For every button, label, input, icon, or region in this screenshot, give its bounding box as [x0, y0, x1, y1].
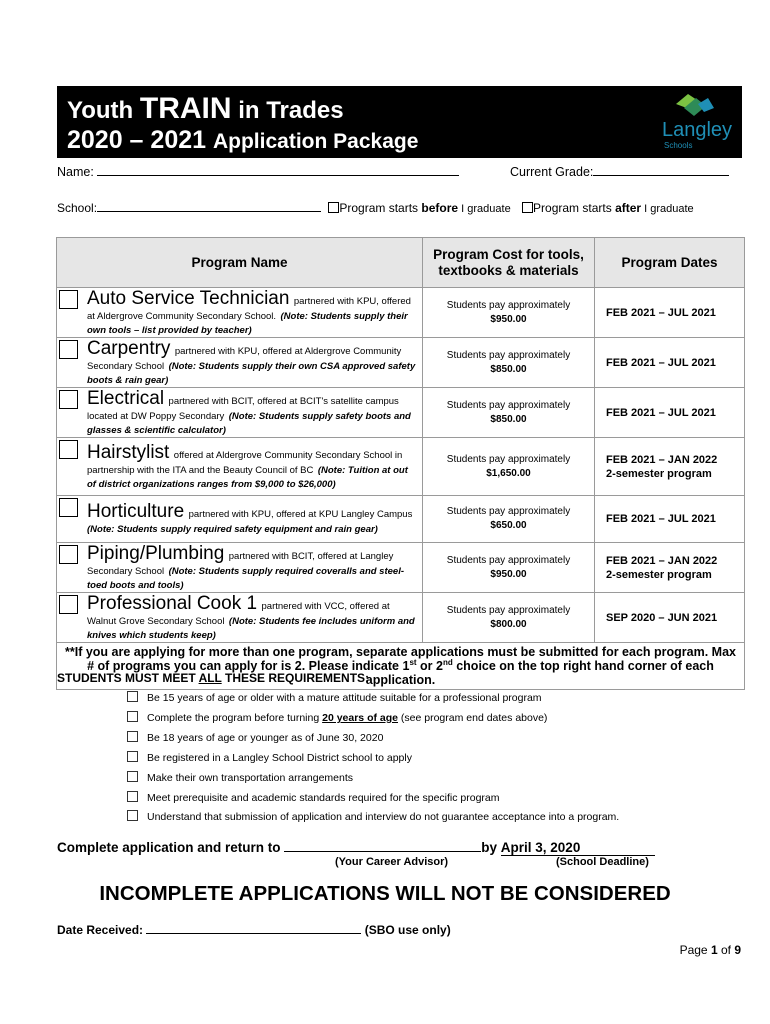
cost-value: $1,650.00: [486, 467, 531, 479]
title-train: TRAIN: [139, 92, 232, 125]
table-row: [57, 543, 745, 593]
cost-text: Students pay approximately: [446, 453, 571, 465]
dates-value: SEP 2020 – JUN 2021: [606, 611, 718, 624]
requirement-text: Complete the program before turning: [147, 712, 323, 724]
sbo-label: (SBO use only): [361, 923, 451, 937]
option-after-label-b: after: [615, 201, 642, 215]
program-checkbox[interactable]: [59, 440, 78, 459]
requirement-text: Meet prerequisite and academic standards required for the specific program: [147, 792, 500, 804]
name-field[interactable]: [97, 165, 459, 176]
requirement-text-bold: 20 years of age: [322, 712, 398, 724]
cost-cell: [423, 288, 595, 338]
note-sup-1: st: [409, 657, 417, 667]
header-program-cost: Program Cost for tools, textbooks & materials: [423, 238, 595, 288]
cost-value: $850.00: [490, 363, 527, 375]
deadline-field: [501, 840, 655, 856]
cost-cell: [423, 496, 595, 543]
requirement-item: [127, 791, 500, 804]
title-youth: Youth: [67, 97, 140, 124]
program-cell: [57, 496, 423, 543]
program-name: Piping/Plumbing: [87, 543, 225, 564]
dates-note: 2-semester program: [606, 467, 712, 480]
page-number: [680, 943, 741, 957]
requirement-checkbox[interactable]: [127, 751, 138, 762]
requirement-item: [127, 751, 412, 764]
cost-value: $950.00: [490, 568, 527, 580]
program-checkbox[interactable]: [59, 390, 78, 409]
table-row: [57, 388, 745, 438]
program-desc: partnered with KPU, offered at KPU Langley Campus: [188, 509, 413, 521]
req-heading-a: STUDENTS MUST MEET: [57, 671, 199, 685]
header-program-name: Program Name: [57, 238, 423, 288]
logo-text: Langley: [662, 119, 733, 141]
by-label: by: [481, 840, 501, 855]
program-checkbox[interactable]: [59, 545, 78, 564]
requirement-text: Understand that submission of application and interview do not guarantee acceptance into a program.: [147, 811, 620, 823]
option-before-label-b: before: [421, 201, 459, 215]
date-received-field[interactable]: [146, 923, 361, 934]
deadline-value: April 3, 2020: [500, 840, 581, 855]
program-desc: partnered with BCIT, offered at Langley Secondary School: [87, 551, 394, 577]
title-line-1: [67, 92, 344, 126]
program-desc: partnered with BCIT, offered at BCIT's satellite campus located at DW Poppy Secondary: [87, 396, 399, 422]
cost-text: Students pay approximately: [446, 604, 571, 616]
program-note: (Note: Students supply safety boots and glasses & scientific calculator): [87, 411, 411, 436]
option-before-label-a: Program starts: [339, 201, 422, 215]
dates-cell: [595, 288, 745, 338]
cost-cell: [423, 388, 595, 438]
grade-label: Current Grade:: [510, 165, 594, 179]
program-desc: partnered with KPU, offered at Aldergrove Community Secondary School: [87, 346, 402, 372]
dates-note: 2-semester program: [606, 568, 712, 581]
program-name: Auto Service Technician: [87, 288, 290, 309]
dates-cell: [595, 593, 745, 643]
cost-text: Students pay approximately: [446, 506, 571, 517]
cost-value: $950.00: [490, 313, 527, 325]
requirements-heading: [57, 671, 369, 685]
grade-row: [510, 165, 729, 179]
return-line: [57, 840, 655, 856]
requirement-item: [127, 711, 547, 724]
requirement-text: Be 15 years of age or older with a mature attitude suitable for a professional program: [147, 692, 542, 704]
grade-field[interactable]: [593, 165, 729, 176]
advisor-caption: (Your Career Advisor): [335, 856, 449, 868]
name-label: Name:: [57, 165, 94, 179]
dates-value: FEB 2021 – JAN 2022: [606, 554, 718, 567]
table-row: [57, 593, 745, 643]
program-checkbox[interactable]: [59, 595, 78, 614]
table-row: [57, 338, 745, 388]
cost-text: Students pay approximately: [446, 299, 571, 311]
date-received-row: [57, 923, 451, 937]
requirement-checkbox[interactable]: [127, 791, 138, 802]
table-header-row: [57, 238, 745, 288]
option-after-label-a: Program starts: [533, 201, 616, 215]
dates-value: FEB 2021 – JAN 2022: [606, 453, 718, 466]
program-note: (Note: Tuition at out of district organizations ranges from $9,000 to $26,000): [87, 465, 408, 490]
cost-value: $850.00: [490, 413, 527, 425]
requirement-checkbox[interactable]: [127, 731, 138, 742]
requirement-checkbox[interactable]: [127, 771, 138, 782]
requirement-item: [127, 691, 542, 704]
note-text-b: or 2: [416, 659, 443, 673]
dates-cell: [595, 338, 745, 388]
dates-cell: [595, 438, 745, 496]
dates-cell: [595, 388, 745, 438]
logo-subtext: Schools: [664, 141, 693, 150]
header-program-dates: Program Dates: [595, 238, 745, 288]
option-before-label-c: I graduate: [458, 203, 511, 215]
program-note: (Note: Students supply their own CSA approved safety boots & rain gear): [87, 361, 416, 386]
cost-cell: [423, 438, 595, 496]
dates-value: FEB 2021 – JUL 2021: [606, 356, 716, 369]
table-row: [57, 496, 745, 543]
program-cell: [57, 388, 423, 438]
page-total: 9: [734, 943, 741, 957]
option-before-checkbox[interactable]: [328, 202, 339, 213]
deadline-caption: (School Deadline): [556, 856, 649, 868]
name-row: [57, 165, 459, 179]
date-received-label: Date Received:: [57, 923, 147, 937]
program-name: Carpentry: [87, 338, 171, 359]
program-name: Professional Cook 1: [87, 593, 258, 614]
cost-text: Students pay approximately: [446, 399, 571, 411]
program-note: (Note: Students supply required coveralls and steel-toed boots and tools): [87, 566, 405, 591]
career-advisor-field[interactable]: [284, 841, 481, 852]
cost-cell: [423, 593, 595, 643]
page-of: of: [717, 943, 735, 957]
cost-value: $800.00: [490, 618, 527, 630]
program-name: Electrical: [87, 388, 165, 409]
dates-value: FEB 2021 – JUL 2021: [606, 513, 716, 525]
note-text-a: **If you are applying for more than one program, separate applications must be submitted for each program. Max # of programs you can apply for is 2. Please indicate 1: [65, 645, 736, 673]
cost-cell: [423, 338, 595, 388]
page-current: 1: [710, 943, 718, 957]
title-in-trades: in Trades: [231, 97, 344, 124]
title-line-2: [67, 126, 418, 155]
table-row: [57, 288, 745, 338]
program-table: [56, 237, 745, 690]
return-label: Complete application and return to: [57, 840, 285, 855]
incomplete-warning: INCOMPLETE APPLICATIONS WILL NOT BE CONSIDERED: [99, 882, 671, 905]
program-checkbox[interactable]: [59, 290, 78, 309]
program-note: (Note: Students fee includes uniform and knives which students keep): [87, 616, 415, 641]
requirement-checkbox[interactable]: [127, 810, 138, 821]
title-years: 2020 – 2021: [67, 126, 213, 154]
program-checkbox[interactable]: [59, 340, 78, 359]
program-cell: [57, 288, 423, 338]
table-row: [57, 438, 745, 496]
program-name: Hairstylist: [87, 442, 170, 463]
cost-text: Students pay approximately: [446, 554, 571, 566]
option-after-label-c: I graduate: [641, 203, 694, 215]
program-checkbox[interactable]: [59, 498, 78, 517]
dates-value: FEB 2021 – JUL 2021: [606, 306, 716, 319]
note-sup-2: nd: [442, 657, 453, 667]
requirement-text-tail: (see program end dates above): [398, 712, 548, 724]
program-cell: [57, 438, 423, 496]
school-label: School:: [57, 201, 98, 215]
program-note: (Note: Students supply required safety equipment and rain gear): [87, 524, 378, 536]
cost-value: $650.00: [490, 520, 527, 531]
cost-cell: [423, 543, 595, 593]
requirement-checkbox[interactable]: [127, 711, 138, 722]
requirement-item: [127, 771, 353, 784]
requirement-text: Be registered in a Langley School District school to apply: [147, 752, 412, 764]
langley-schools-logo: [658, 90, 740, 152]
program-name: Horticulture: [87, 501, 185, 523]
option-after-checkbox[interactable]: [522, 202, 533, 213]
program-desc: partnered with KPU, offered at Aldergrove Community Secondary School.: [87, 296, 411, 322]
program-cell: [57, 593, 423, 643]
dates-cell: [595, 543, 745, 593]
header-banner: [57, 86, 742, 158]
program-note: (Note: Students supply their own tools – list provided by teacher): [87, 311, 408, 336]
school-row: [57, 201, 694, 215]
program-cell: [57, 543, 423, 593]
cost-text: Students pay approximately: [446, 349, 571, 361]
requirement-checkbox[interactable]: [127, 691, 138, 702]
requirement-item: [127, 731, 383, 744]
dates-value: FEB 2021 – JUL 2021: [606, 406, 716, 419]
req-heading-all: ALL: [198, 671, 222, 685]
req-heading-c: THESE REQUIREMENTS:: [221, 671, 370, 685]
program-cell: [57, 338, 423, 388]
requirement-text: Be 18 years of age or younger as of June 30, 2020: [147, 732, 384, 744]
school-field[interactable]: [97, 201, 321, 212]
dates-cell: [595, 496, 745, 543]
requirement-text: Make their own transportation arrangements: [147, 772, 354, 784]
title-application-package: Application Package: [212, 130, 419, 153]
note-text-c: choice on the top right hand corner of each application.: [365, 659, 714, 687]
program-desc: partnered with VCC, offered at Walnut Grove Secondary School: [87, 601, 390, 627]
page-label: Page: [679, 943, 711, 957]
program-desc: offered at Aldergrove Community Secondary School in partnership with the ITA and the Beauty Council of BC: [87, 450, 403, 476]
requirement-item: [127, 810, 619, 823]
